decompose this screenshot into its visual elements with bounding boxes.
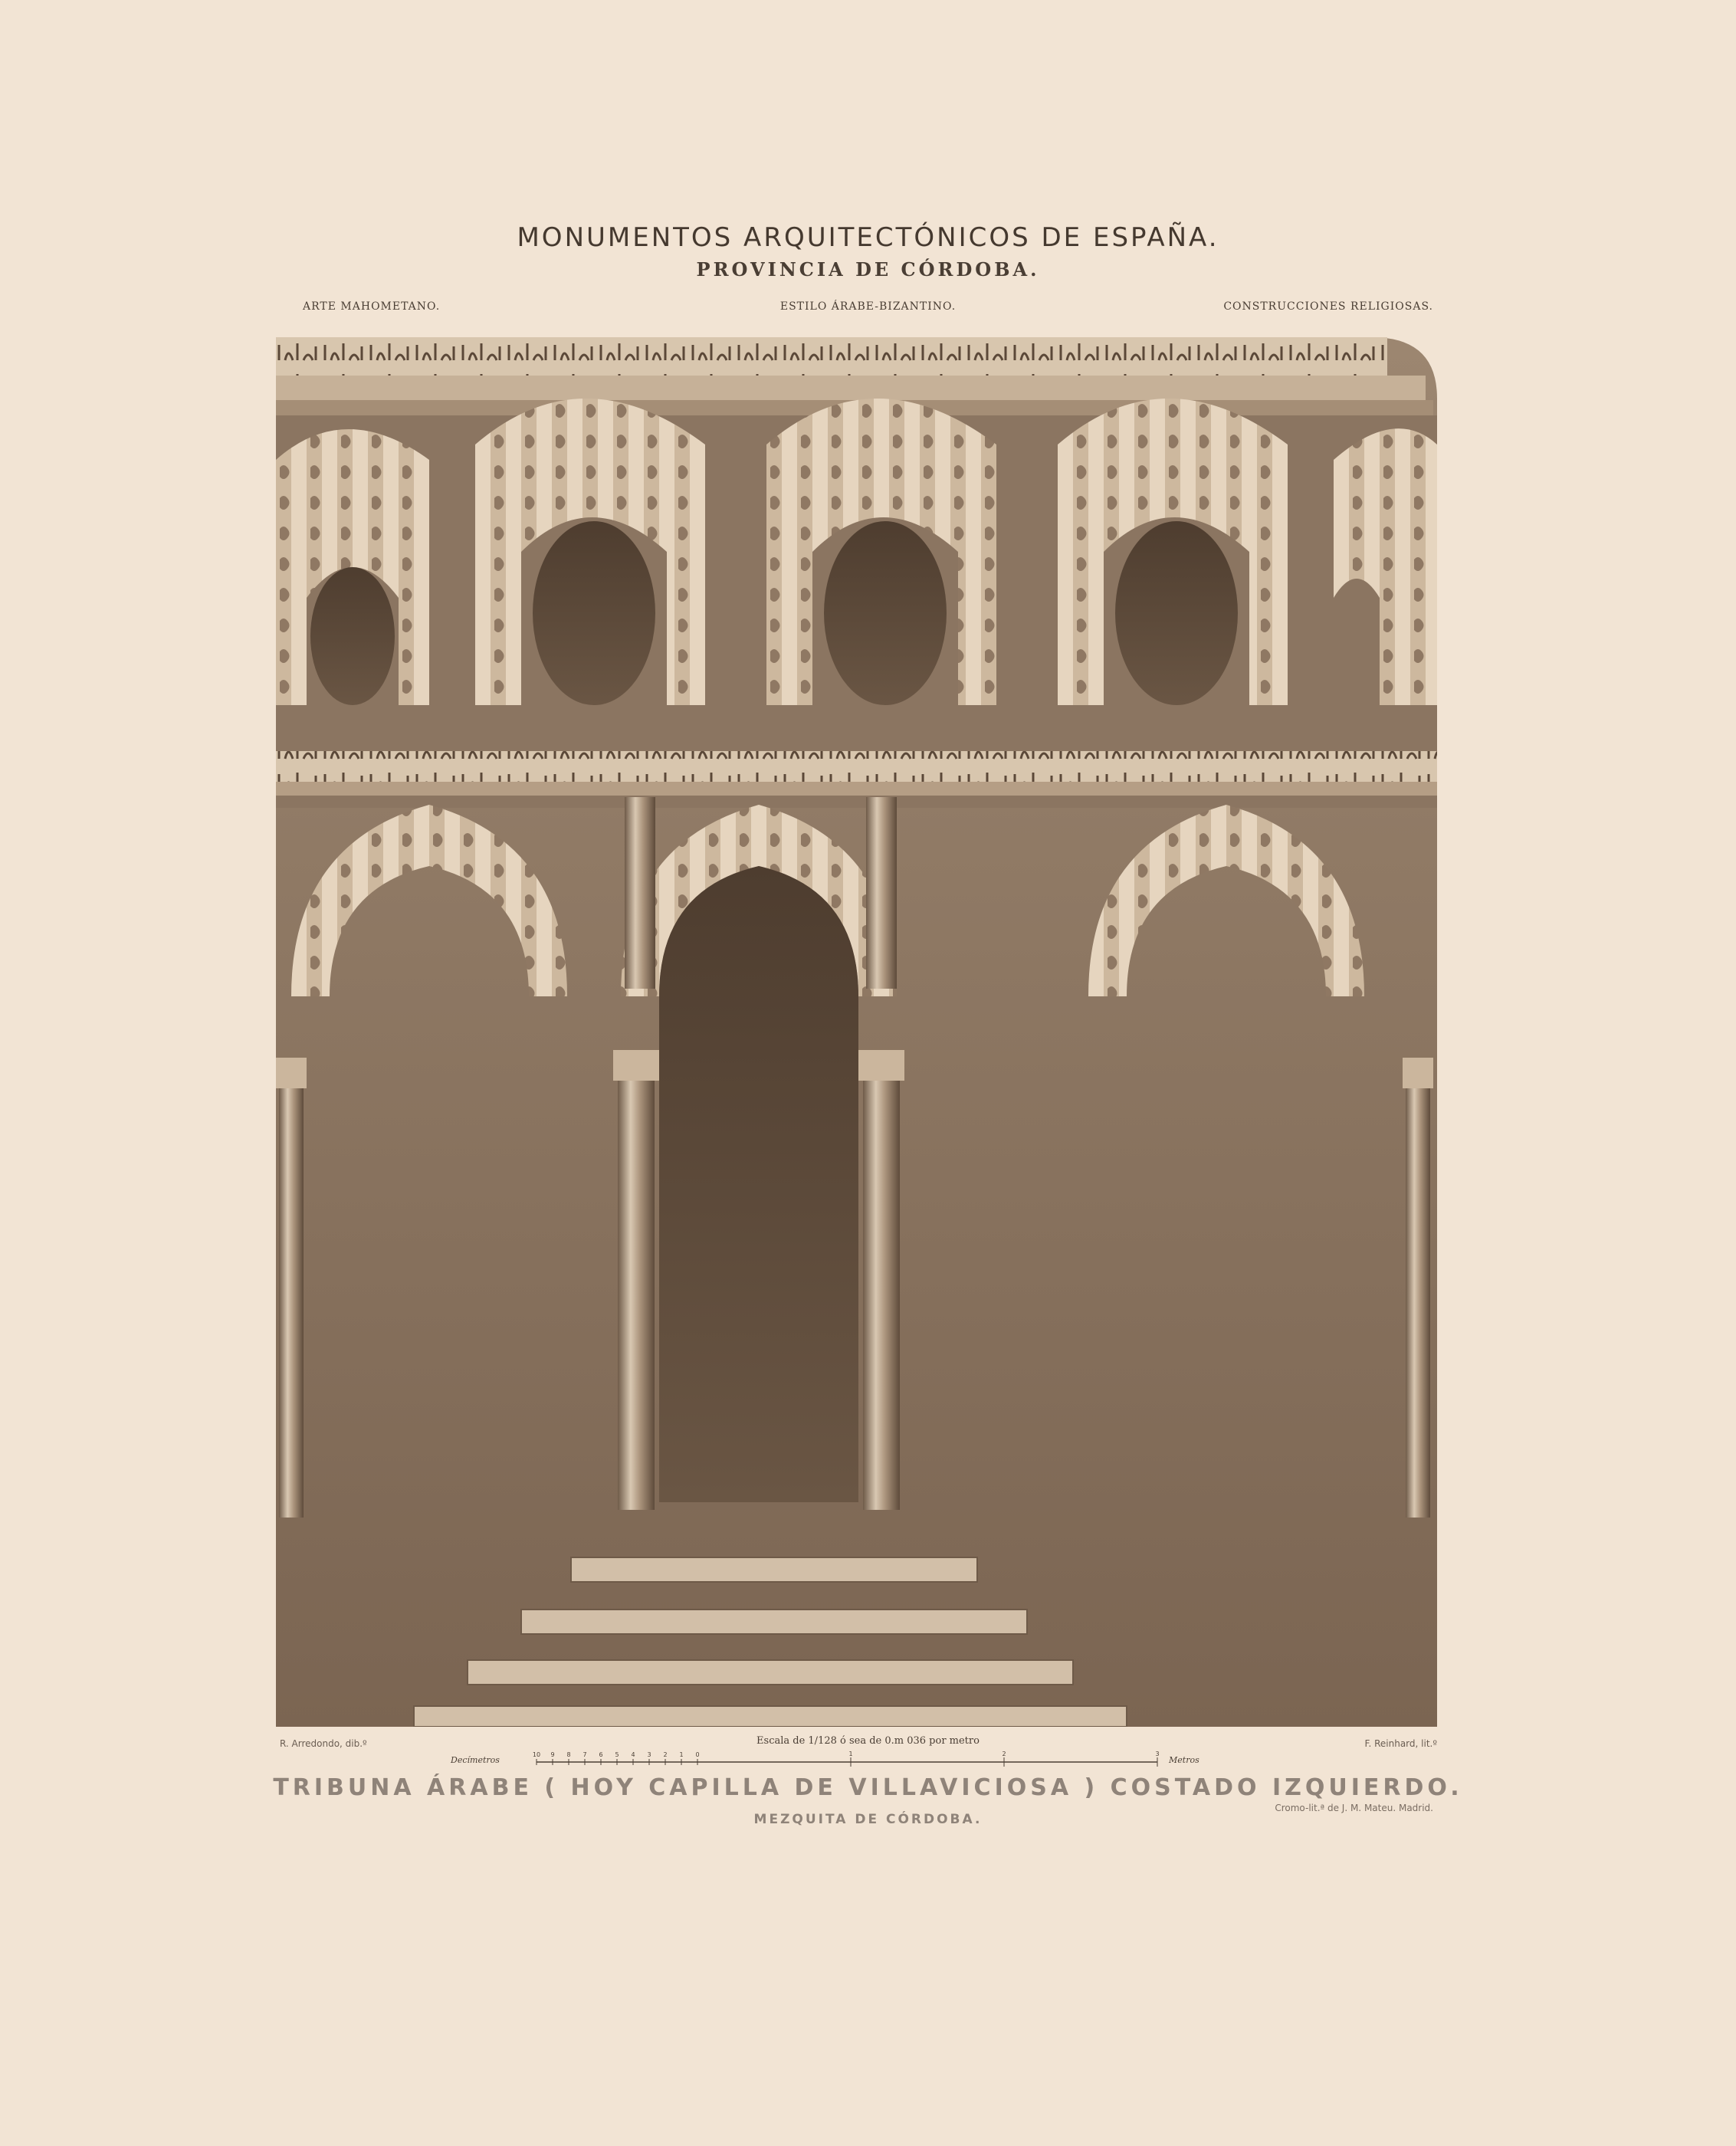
decimeter-tick-label: 9 [550, 1751, 555, 1758]
decimeter-tick-label: 6 [599, 1751, 603, 1758]
category-right: CONSTRUCCIONES RELIGIOSAS. [1223, 300, 1433, 313]
decimeter-tick-label: 8 [566, 1751, 571, 1758]
plate-title: TRIBUNA ÁRABE ( HOY CAPILLA DE VILLAVICIOSA ) COSTADO IZQUIERDO. [273, 1774, 1463, 1801]
decimeter-tick-label: 0 [695, 1751, 700, 1758]
middle-inscription-frieze [276, 751, 1437, 782]
decimeter-tick-label: 4 [631, 1751, 635, 1758]
province-subtitle: PROVINCIA DE CÓRDOBA. [696, 258, 1040, 281]
top-inscription-frieze [276, 337, 1387, 376]
architectural-illustration [276, 307, 1437, 1727]
decimeter-tick-label: 7 [582, 1751, 587, 1758]
draftsman-signature: R. Arredondo, dib.º [280, 1738, 367, 1749]
decimeter-tick-label: 3 [647, 1751, 651, 1758]
plate-subtitle: MEZQUITA DE CÓRDOBA. [753, 1812, 983, 1827]
printer-credit: Cromo-lit.ª de J. M. Mateu. Madrid. [1275, 1803, 1433, 1813]
scale-left-label: Decímetros [451, 1755, 500, 1765]
scale-caption: Escala de 1/128 ó sea de 0.m 036 por metro [756, 1735, 980, 1747]
decimeter-tick-label: 5 [615, 1751, 619, 1758]
meter-tick-label: 3 [1155, 1751, 1160, 1757]
meter-tick-label: 1 [848, 1751, 853, 1757]
series-title: MONUMENTOS ARQUITECTÓNICOS DE ESPAÑA. [517, 222, 1219, 253]
decimeter-tick-label: 10 [532, 1751, 541, 1758]
decimeter-tick-label: 1 [679, 1751, 684, 1758]
meter-tick-label: 2 [1002, 1751, 1006, 1757]
decimeter-tick-label: 2 [663, 1751, 668, 1758]
scale-right-label: Metros [1169, 1755, 1199, 1765]
scale-bar [491, 1750, 1165, 1768]
lithographer-signature: F. Reinhard, lit.º [1364, 1738, 1437, 1749]
category-center: ESTILO ÁRABE-BIZANTINO. [779, 300, 957, 313]
category-left: ARTE MAHOMETANO. [303, 300, 441, 313]
